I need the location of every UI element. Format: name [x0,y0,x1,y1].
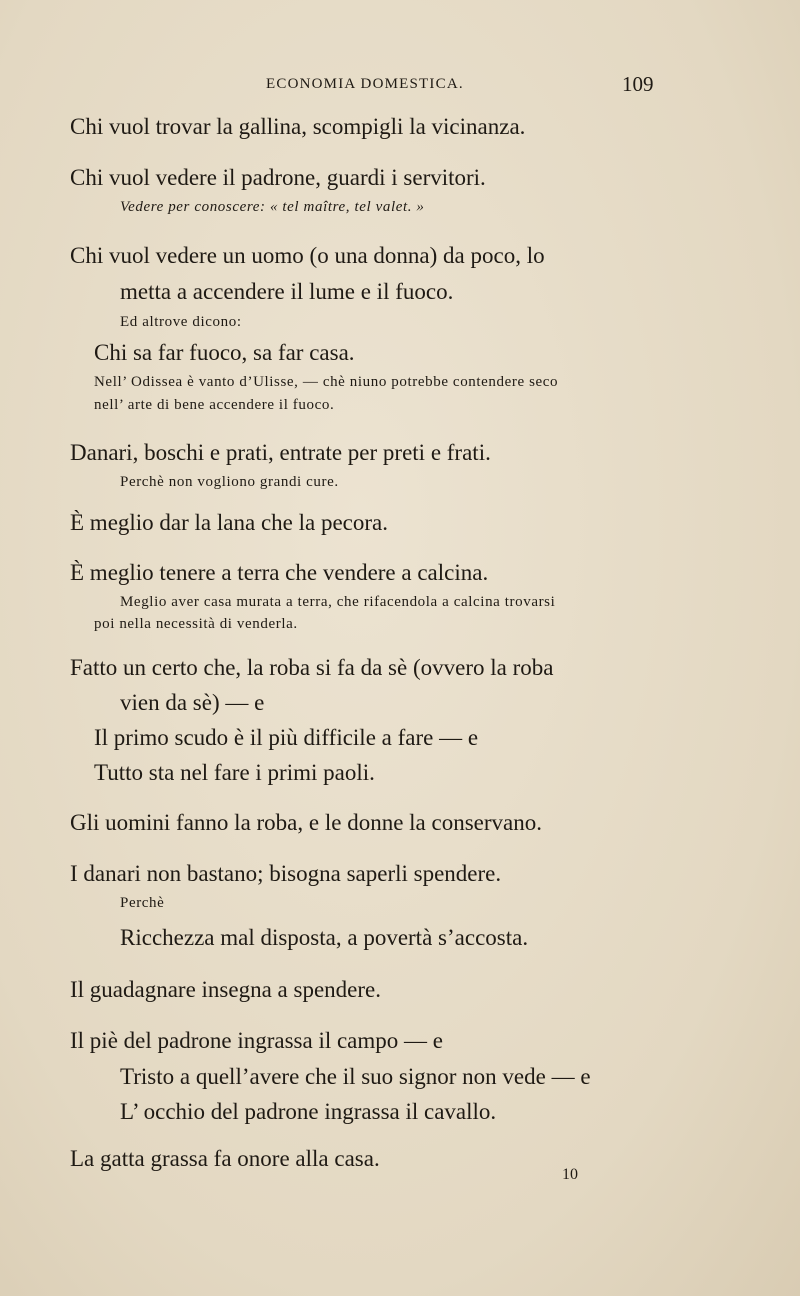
proverb-line: Chi sa far fuoco, sa far casa. [94,340,355,365]
proverb-line: Gli uomini fanno la roba, e le donne la conservano. [70,810,542,835]
proverb-line: Fatto un certo che, la roba si fa da sè (ovvero la roba [70,655,554,680]
proverb-line: Chi vuol vedere un uomo (o una donna) da poco, lo [70,243,545,268]
proverb-line: vien da sè) — e [120,690,265,715]
proverb-line: È meglio tenere a terra che vendere a calcina. [70,560,489,585]
proverb-line: Il primo scudo è il più difficile a fare — e [94,725,479,750]
proverb-line: metta a accendere il lume e il fuoco. [120,279,454,304]
proverb-line: L’ occhio del padrone ingrassa il cavallo. [120,1099,497,1124]
note-line: poi nella necessità di venderla. [94,616,298,632]
proverb-line: È meglio dar la lana che la pecora. [70,510,389,535]
proverb-line: Chi vuol trovar la gallina, scompigli la vicinanza. [70,114,526,139]
proverb-line: Ricchezza mal disposta, a povertà s’accosta. [120,925,529,950]
note-line: Perchè non vogliono grandi cure. [120,474,339,490]
signature-mark: 10 [562,1166,578,1183]
page-number: 109 [622,72,654,96]
proverb-line: Tristo a quell’avere che il suo signor non vede — e [120,1064,591,1089]
note-line: Vedere per conoscere: « tel maître, tel valet. » [120,199,425,215]
page-header [0,72,800,100]
proverb-line: Chi vuol vedere il padrone, guardi i servitori. [70,165,486,190]
proverb-line: Il guadagnare insegna a spendere. [70,977,381,1002]
note-line: Meglio aver casa murata a terra, che rifacendola a calcina trovarsi [120,594,556,610]
note-line: nell’ arte di bene accendere il fuoco. [94,397,335,413]
proverb-line: Danari, boschi e prati, entrate per preti e frati. [70,440,491,465]
proverb-line: Tutto sta nel fare i primi paoli. [94,760,375,785]
proverb-line: Il piè del padrone ingrassa il campo — e [70,1028,443,1053]
note-line: Ed altrove dicono: [120,314,242,330]
note-line: Nell’ Odissea è vanto d’Ulisse, — chè niuno potrebbe contendere seco [94,374,559,390]
proverb-line: I danari non bastano; bisogna saperli spendere. [70,861,502,886]
proverb-line: La gatta grassa fa onore alla casa. [70,1146,380,1171]
running-title: ECONOMIA DOMESTICA. [266,76,464,92]
note-line: Perchè [120,895,165,911]
